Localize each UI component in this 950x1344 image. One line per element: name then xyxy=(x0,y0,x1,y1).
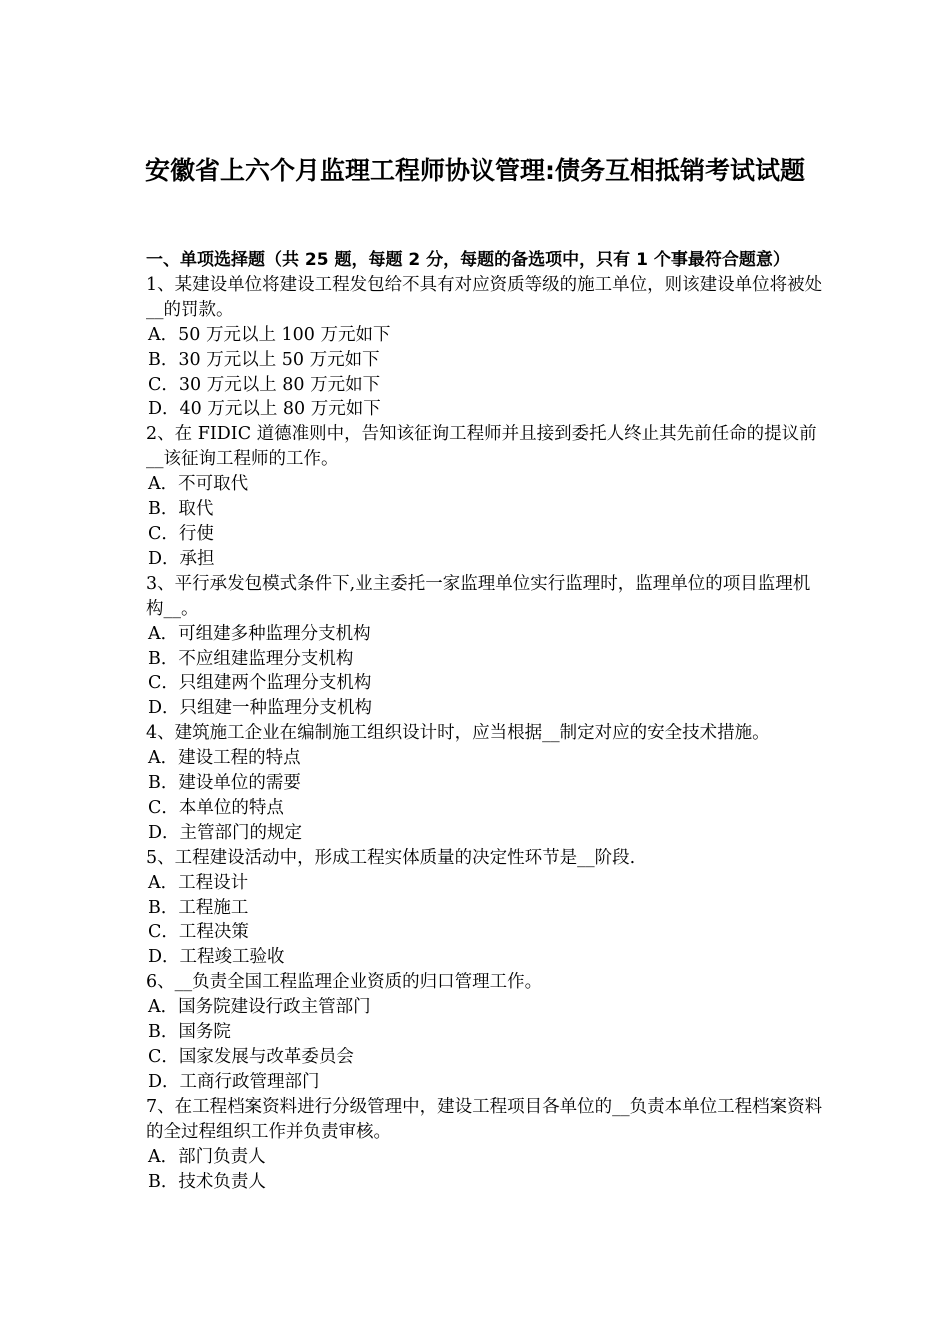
document-title: 安徽省上六个月监理工程师协议管理:债务互相抵销考试试题 xyxy=(145,156,805,185)
option-text: 只组建一种监理分支机构 xyxy=(179,698,373,719)
option-letter: A． xyxy=(148,623,179,644)
option-letter: C． xyxy=(148,673,179,694)
option-text: 国家发展与改革委员会 xyxy=(178,1047,354,1067)
answer-option xyxy=(146,1020,826,1045)
option-text: 建设单位的需要 xyxy=(178,773,301,794)
option-letter: B． xyxy=(148,897,179,918)
option-text: 工程竣工验收 xyxy=(179,947,285,968)
question-text: 7、在工程档案资料进行分级管理中，建设工程项目各单位的__负责本单位工程档案资料的全过程组织工作并负责审核。 xyxy=(146,1096,823,1142)
option-text: 30 万元以上 50 万元如下 xyxy=(178,349,380,370)
option-text: 工商行政管理部门 xyxy=(179,1071,320,1092)
answer-option xyxy=(146,896,826,921)
question-item xyxy=(146,970,826,1095)
answer-option xyxy=(146,497,826,522)
question-item xyxy=(146,572,826,721)
answer-option xyxy=(146,622,826,647)
answer-option xyxy=(146,472,826,497)
option-letter: C． xyxy=(148,797,179,818)
answer-option xyxy=(146,920,826,945)
question-item xyxy=(146,422,826,571)
question-list xyxy=(146,273,826,1195)
question-text: 2、在 FIDIC 道德准则中，告知该征询工程师并且接到委托人终止其先前任命的提议前__该征询工程师的工作。 xyxy=(146,424,817,470)
answer-option xyxy=(146,373,826,398)
option-letter: A． xyxy=(148,1146,179,1167)
option-text: 30 万元以上 80 万元如下 xyxy=(178,374,381,395)
option-text: 可组建多种监理分支机构 xyxy=(178,623,371,644)
option-letter: C． xyxy=(148,922,179,943)
option-text: 承担 xyxy=(179,548,215,569)
answer-option xyxy=(146,945,826,970)
option-text: 40 万元以上 80 万元如下 xyxy=(179,399,381,420)
answer-option xyxy=(146,1045,826,1070)
answer-option xyxy=(146,995,826,1020)
section-heading: 一、单项选择题（共 25 题，每题 2 分，每题的备选项中，只有 1 个事最符合题意） xyxy=(146,250,790,270)
option-letter: A． xyxy=(148,997,179,1018)
question-text: 1、某建设单位将建设工程发包给不具有对应资质等级的施工单位，则该建设单位将被处__的罚款。 xyxy=(146,274,823,320)
option-letter: A． xyxy=(148,872,179,893)
option-text: 工程施工 xyxy=(178,897,249,918)
answer-option xyxy=(146,871,826,896)
option-letter: B． xyxy=(148,349,179,370)
option-letter: A． xyxy=(148,748,179,769)
option-letter: D． xyxy=(148,548,180,569)
option-letter: D． xyxy=(148,698,180,719)
option-letter: B． xyxy=(148,648,179,669)
question-item xyxy=(146,1095,826,1195)
answer-option xyxy=(146,1070,826,1095)
document-body xyxy=(146,248,826,1194)
option-letter: C． xyxy=(148,374,179,395)
option-letter: C． xyxy=(148,523,179,544)
question-text: 6、__负责全国工程监理企业资质的归口管理工作。 xyxy=(146,972,543,993)
option-letter: B． xyxy=(148,1171,179,1192)
answer-option xyxy=(146,323,826,348)
option-letter: D． xyxy=(148,947,180,968)
option-text: 国务院 xyxy=(178,1022,231,1043)
question-item xyxy=(146,846,826,971)
question-text: 4、建筑施工企业在编制施工组织设计时，应当根据__制定对应的安全技术措施。 xyxy=(146,723,770,744)
option-letter: D． xyxy=(148,822,180,843)
answer-option xyxy=(146,348,826,373)
option-letter: B． xyxy=(148,773,179,794)
answer-option xyxy=(146,746,826,771)
option-text: 主管部门的规定 xyxy=(179,822,303,843)
option-letter: D． xyxy=(148,1071,180,1092)
option-text: 不可取代 xyxy=(178,474,249,495)
option-text: 建设工程的特点 xyxy=(178,748,301,769)
option-text: 部门负责人 xyxy=(178,1146,266,1167)
question-text: 5、工程建设活动中，形成工程实体质量的决定性环节是__阶段. xyxy=(146,847,636,868)
answer-option xyxy=(146,522,826,547)
option-letter: D． xyxy=(148,399,180,420)
question-item xyxy=(146,273,826,422)
answer-option xyxy=(146,696,826,721)
answer-option xyxy=(146,821,826,846)
answer-option xyxy=(146,547,826,572)
answer-option xyxy=(146,671,826,696)
answer-option xyxy=(146,1170,826,1195)
option-letter: B． xyxy=(148,1022,179,1043)
option-letter: C． xyxy=(148,1047,179,1067)
option-text: 取代 xyxy=(178,499,214,520)
answer-option xyxy=(146,647,826,672)
question-text: 3、平行承发包模式条件下,业主委托一家监理单位实行监理时，监理单位的项目监理机构__。 xyxy=(146,573,811,619)
answer-option xyxy=(146,397,826,422)
option-letter: A． xyxy=(148,474,179,495)
option-text: 50 万元以上 100 万元如下 xyxy=(178,324,391,345)
option-text: 技术负责人 xyxy=(178,1171,266,1192)
option-text: 不应组建监理分支机构 xyxy=(178,648,354,669)
answer-option xyxy=(146,1145,826,1170)
option-letter: B． xyxy=(148,499,179,520)
option-text: 工程设计 xyxy=(178,872,249,893)
option-text: 工程决策 xyxy=(178,922,249,943)
option-letter: A． xyxy=(148,324,179,345)
option-text: 行使 xyxy=(178,523,214,544)
answer-option xyxy=(146,796,826,821)
option-text: 国务院建设行政主管部门 xyxy=(178,997,371,1018)
question-item xyxy=(146,721,826,846)
option-text: 只组建两个监理分支机构 xyxy=(178,673,372,694)
option-text: 本单位的特点 xyxy=(178,797,284,818)
answer-option xyxy=(146,771,826,796)
